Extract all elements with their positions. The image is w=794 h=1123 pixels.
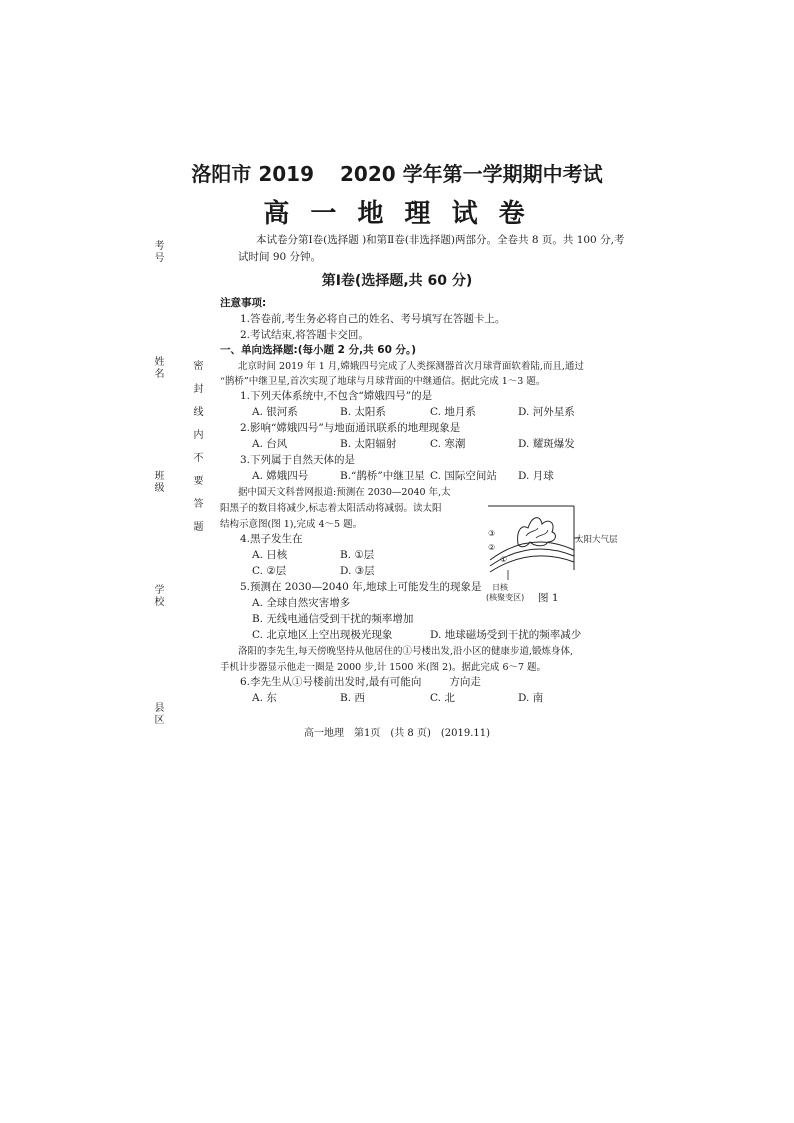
intro-line-2: 试时间 90 分钟。 — [238, 251, 322, 263]
section-title: 第Ⅰ卷(选择题,共 60 分) — [321, 273, 473, 289]
passage-3-line-2: 手机计步器显示他走一圈是 2000 步,计 1500 米(图 2)。据此完成 6～7 题。 — [220, 662, 547, 673]
school-label: 学校 — [152, 584, 163, 608]
question-3-option-c: C. 国际空间站 — [430, 470, 497, 482]
question-4-option-d: D. ③层 — [340, 565, 375, 577]
class-label: 班级 — [152, 470, 163, 494]
question-5-option-b: B. 无线电通信受到干扰的频率增加 — [252, 613, 414, 625]
question-5-option-d: D. 地球磁场受到干扰的频率减少 — [430, 629, 582, 641]
note-2: 2.考试结束,将答题卡交回。 — [240, 329, 369, 341]
figure-1-caption: 图 1 — [538, 592, 559, 604]
seal-line-text: 密封线内不要答题 — [191, 360, 202, 544]
note-1: 1.答卷前,考生务必将自己的姓名、考号填写在答题卡上。 — [240, 313, 506, 325]
figure-mark-2: ② — [488, 543, 496, 552]
paper-title: 高 一 地 理 试 卷 — [263, 199, 531, 229]
question-6-stem-a: 6.李先生从①号楼前出发时,最有可能向 — [240, 676, 422, 688]
question-3-stem: 3.下列属于自然天体的是 — [240, 454, 356, 466]
question-6-option-b: B. 西 — [340, 692, 365, 704]
question-6-option-c: C. 北 — [430, 692, 455, 704]
passage-1-line-2: “鹊桥”中继卫星,首次实现了地球与月球背面的中继通信。据此完成 1～3 题。 — [220, 376, 546, 387]
question-6-stem — [240, 674, 481, 689]
exam-title-part2: 2020 学年第一学期期中考试 — [340, 162, 603, 186]
question-1-option-b: B. 太阳系 — [340, 406, 386, 418]
question-2-option-b: B. 太阳辐射 — [340, 438, 397, 450]
figure-label-atmosphere: 太阳大气层 — [575, 535, 618, 545]
exam-title-part1: 洛阳市 2019 — [191, 162, 314, 186]
question-2-option-d: D. 耀斑爆发 — [518, 438, 575, 450]
question-1-option-c: C. 地月系 — [430, 406, 476, 418]
question-6-option-d: D. 南 — [518, 692, 544, 704]
page-footer: 高一地理 第1页 (共 8 页) (2019.11) — [303, 728, 491, 739]
passage-3-line-1: 洛阳的李先生,每天傍晚坚持从他居住的①号楼出发,沿小区的健康步道,锻炼身体, — [238, 646, 574, 657]
name-label: 姓名 — [152, 356, 163, 380]
question-4-option-a: A. 日核 — [252, 549, 288, 561]
sun-structure-figure — [478, 500, 590, 610]
question-5-stem: 5.预测在 2030—2040 年,地球上可能发生的现象是 — [240, 581, 482, 593]
question-2-stem: 2.影响“嫦娥四号”与地面通讯联系的地理现象是 — [240, 422, 461, 434]
intro-text — [238, 232, 648, 266]
passage-1-line-1: 北京时间 2019 年 1 月,嫦娥四号完成了人类探测器首次月球背面软着陆,而且,通过 — [238, 361, 584, 372]
question-6-stem-b: 方向走 — [449, 676, 481, 688]
exam-number-label: 考号 — [152, 240, 163, 264]
question-1-option-d: D. 河外星系 — [518, 406, 575, 418]
question-3-option-a: A. 嫦娥四号 — [252, 470, 309, 482]
figure-mark-3: ③ — [488, 529, 496, 538]
county-label: 县区 — [152, 702, 163, 726]
question-3-option-b: B.“鹊桥”中继卫星 — [340, 470, 425, 482]
passage-2-line-2: 阳黑子的数目将减少,标志着太阳活动将减弱。读太阳 — [220, 503, 442, 514]
question-2-option-a: A. 台风 — [252, 438, 288, 450]
passage-2-line-1: 据中国天文科普网报道:预测在 2030—2040 年,太 — [238, 487, 451, 498]
question-6-option-a: A. 东 — [252, 692, 277, 704]
question-5-option-c: C. 北京地区上空出现极光现象 — [252, 629, 393, 641]
question-3-option-d: D. 月球 — [518, 470, 554, 482]
notes-title: 注意事项: — [220, 297, 267, 309]
question-2-option-c: C. 寒潮 — [430, 438, 466, 450]
question-4-option-c: C. ②层 — [252, 565, 287, 577]
question-4-stem: 4.黑子发生在 — [240, 533, 303, 545]
part-title: 一、单向选择题:(每小题 2 分,共 60 分。) — [220, 344, 417, 356]
question-5-option-a: A. 全球自然灾害增多 — [252, 597, 351, 609]
question-1-option-a: A. 银河系 — [252, 406, 298, 418]
figure-label-core-sub: (核聚变区) — [486, 593, 525, 602]
intro-line-1: 本试卷分第Ⅰ卷(选择题 )和第Ⅱ卷(非选择题)两部分。全卷共 8 页。共 100 分,考 — [256, 234, 625, 246]
question-1-stem: 1.下列天体系统中,不包含“嫦娥四号”的是 — [240, 390, 433, 402]
figure-label-core: 日核 — [492, 583, 508, 592]
passage-2-line-3: 结构示意图(图 1),完成 4～5 题。 — [220, 519, 363, 530]
exam-title — [0, 158, 794, 187]
question-4-option-b: B. ①层 — [340, 549, 375, 561]
figure-mark-1: ① — [500, 555, 508, 564]
